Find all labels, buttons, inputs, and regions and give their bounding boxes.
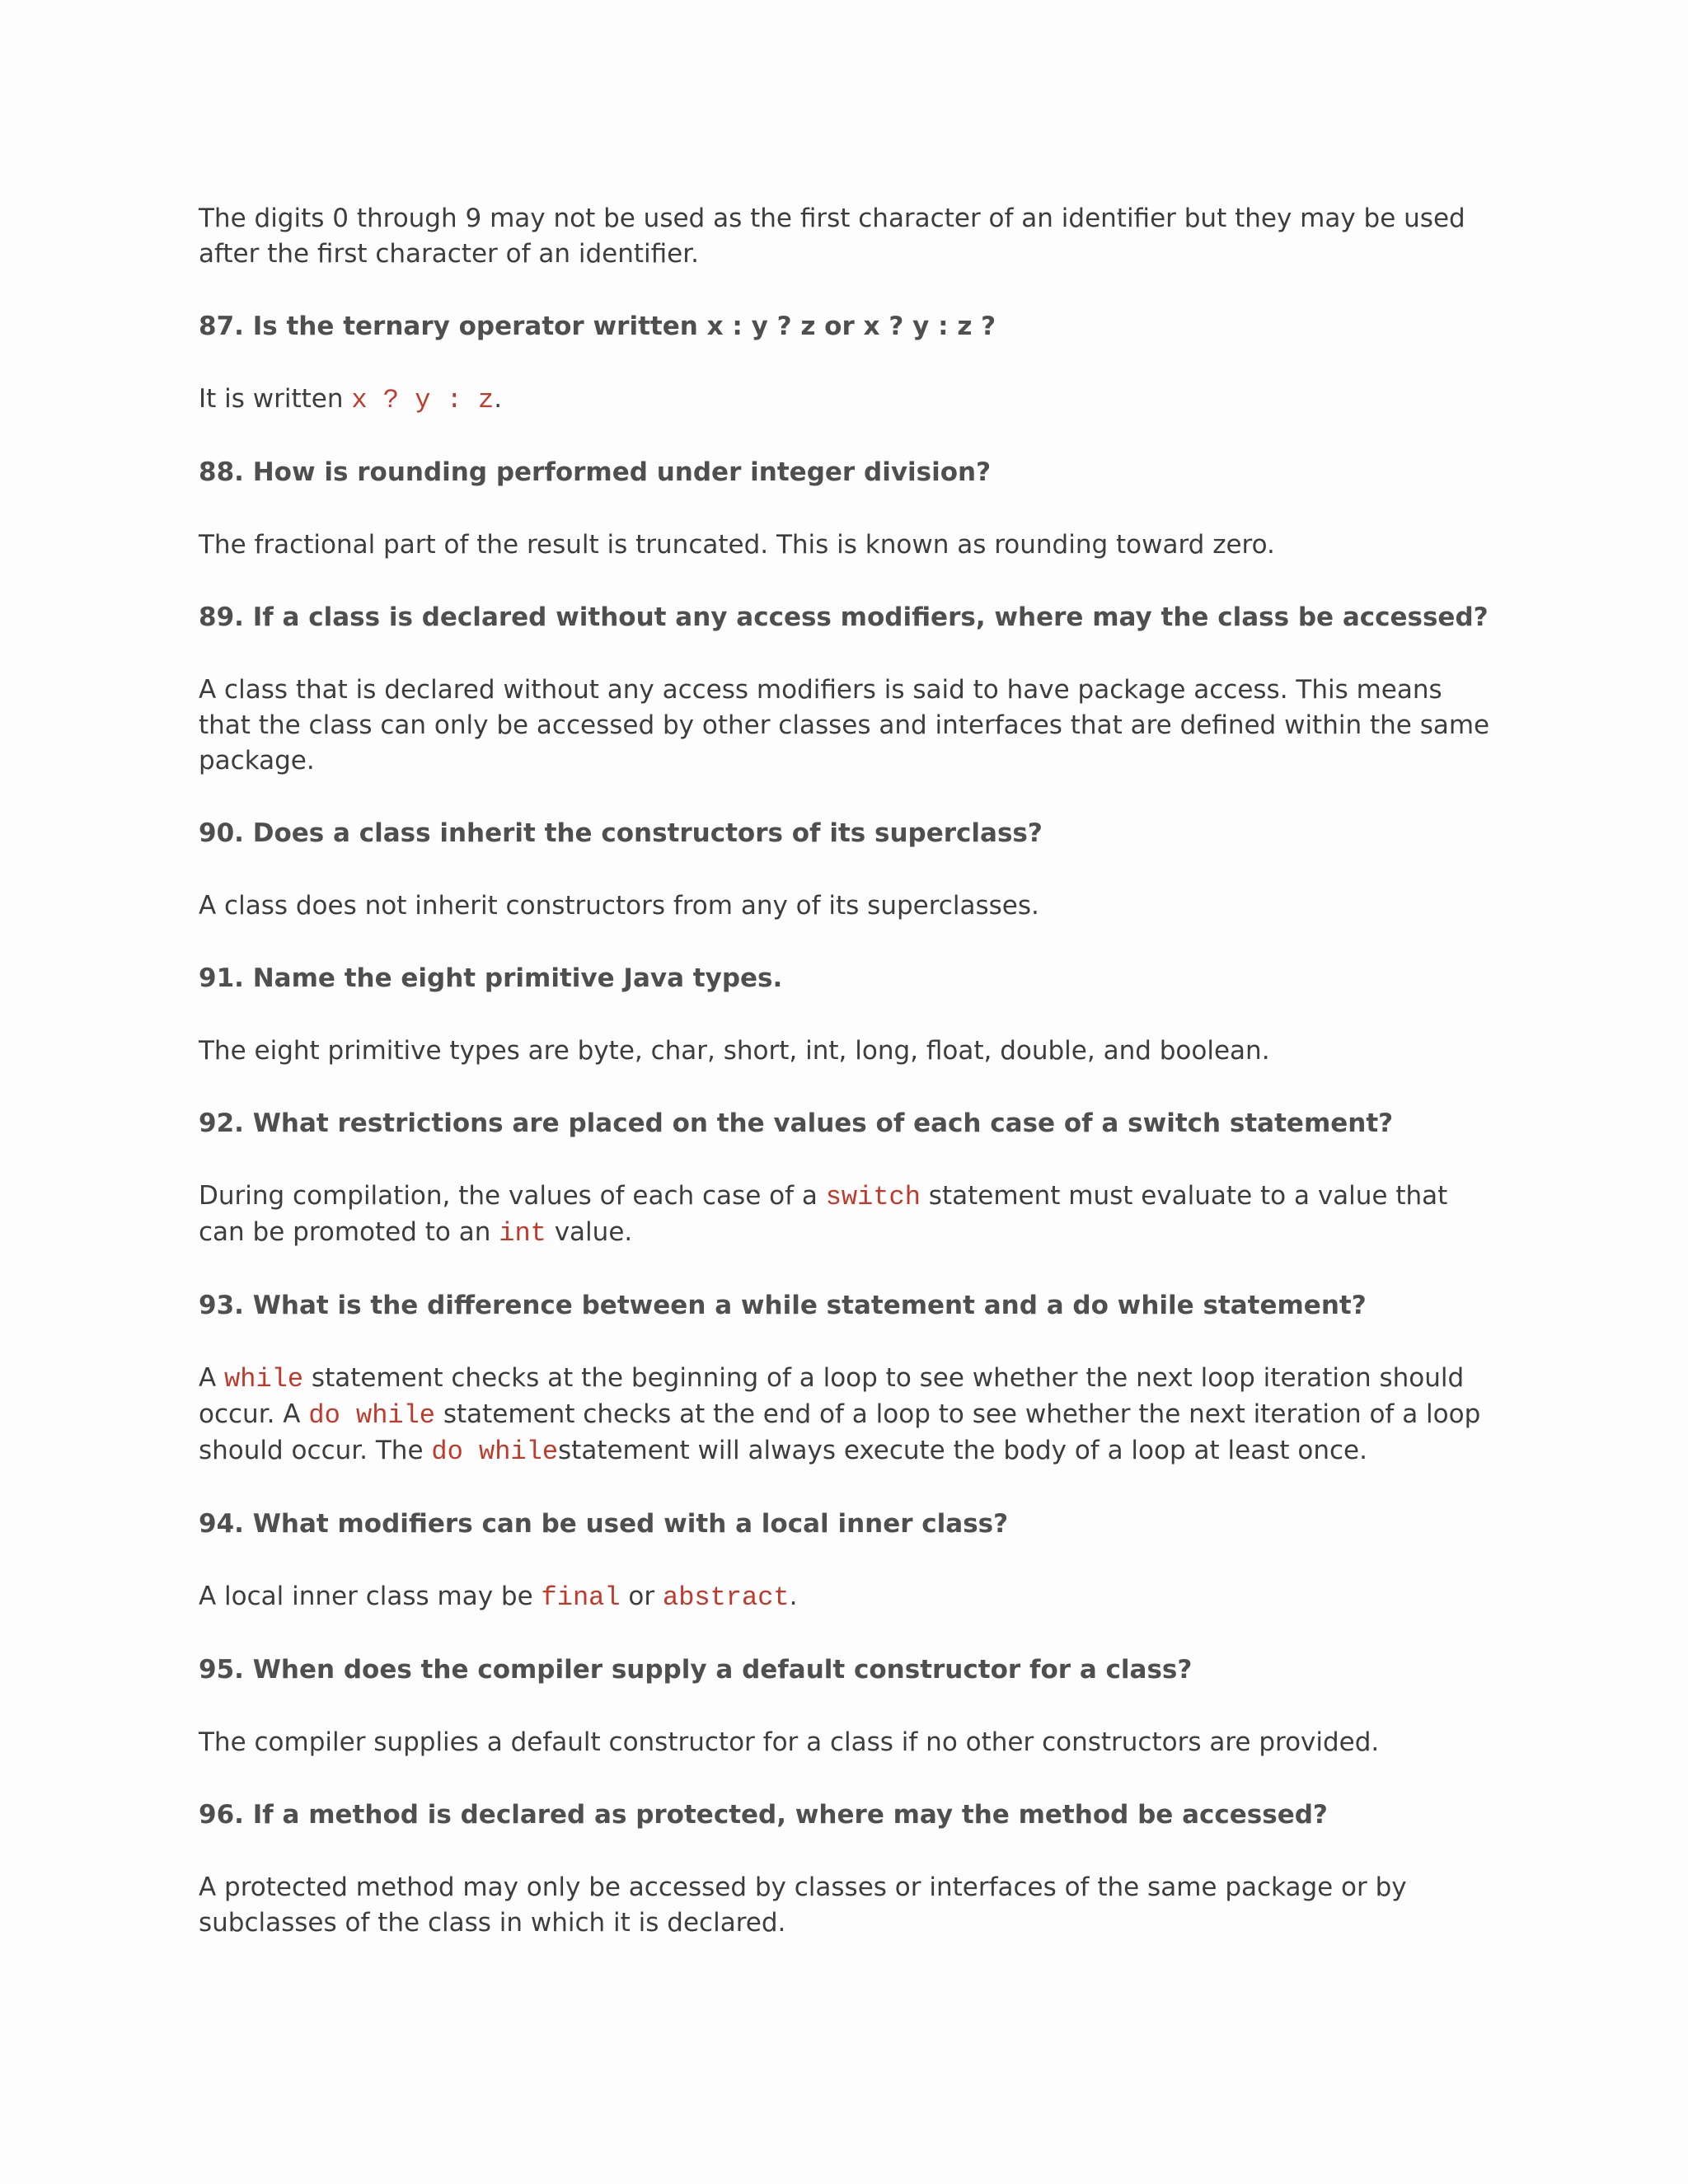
answer-paragraph — [199, 1870, 1501, 1941]
answer-paragraph — [199, 527, 1501, 563]
answer-text: A — [199, 1363, 225, 1393]
answer-text: The compiler supplies a default constructor for a class if no other constructors are provided. — [199, 1727, 1380, 1757]
intro-paragraph: The digits 0 through 9 may not be used as the first character of an identifier but they may be used after the first character of an identifier. — [199, 204, 1465, 269]
answer-text: statement checks at the end of a loop to see whether the next iteration of a loop should occur. The — [199, 1399, 1481, 1465]
inline-code: int — [499, 1218, 546, 1249]
answer-text: The fractional part of the result is truncated. This is known as rounding toward zero. — [199, 530, 1275, 560]
answer-text: statement checks at the beginning of a loop to see whether the next loop iteration should occur. A — [199, 1363, 1465, 1429]
answer-paragraph — [199, 382, 1501, 418]
question-heading: 92. What restrictions are placed on the values of each case of a switch statement? — [199, 1108, 1394, 1138]
inline-code: while — [224, 1364, 304, 1394]
answer-paragraph — [199, 1179, 1501, 1251]
answer-paragraph — [199, 1033, 1501, 1069]
question-heading: 93. What is the difference between a while statement and a do while statement? — [199, 1291, 1367, 1320]
question-heading: 95. When does the compiler supply a default constructor for a class? — [199, 1655, 1193, 1685]
qa-list — [199, 309, 1501, 1941]
question-heading: 90. Does a class inherit the constructors of its superclass? — [199, 818, 1043, 848]
inline-code: final — [541, 1582, 621, 1613]
answer-text: . — [789, 1582, 798, 1611]
inline-code: x ? y : z — [351, 385, 495, 415]
answer-paragraph — [199, 673, 1501, 779]
question-heading: 88. How is rounding performed under integer division? — [199, 457, 992, 487]
answer-paragraph — [199, 1725, 1501, 1760]
question-heading: 94. What modifiers can be used with a local inner class? — [199, 1509, 1009, 1539]
question-heading: 91. Name the eight primitive Java types. — [199, 963, 783, 993]
question-heading: 87. Is the ternary operator written x : y ? z or x ? y : z ? — [199, 312, 996, 341]
answer-text: It is written — [199, 384, 352, 414]
question-heading: 89. If a class is declared without any access modifiers, where may the class be accessed? — [199, 602, 1489, 632]
answer-paragraph — [199, 1361, 1501, 1469]
answer-text: value. — [546, 1217, 633, 1247]
inline-code: do while — [431, 1436, 559, 1467]
inline-code: switch — [825, 1182, 921, 1212]
answer-text: During compilation, the values of each case of a — [199, 1181, 826, 1211]
answer-text: A class that is declared without any access modifiers is said to have package access. This means that the class can only be accessed by other classes and interfaces that are defined within the same package. — [199, 675, 1490, 776]
answer-text: The eight primitive types are byte, char, short, int, long, float, double, and boolean. — [199, 1036, 1270, 1066]
answer-text: A class does not inherit constructors from any of its superclasses. — [199, 891, 1039, 921]
answer-text: A local inner class may be — [199, 1582, 542, 1611]
answer-text: statement must evaluate to a value that can be promoted to an — [199, 1181, 1448, 1247]
question-heading: 96. If a method is declared as protected, where may the method be accessed? — [199, 1800, 1328, 1830]
answer-text: or — [620, 1582, 663, 1611]
inline-code: do while — [308, 1400, 435, 1431]
document-page — [199, 201, 1501, 1978]
answer-text: statement will always execute the body of a loop at least once. — [558, 1436, 1367, 1465]
answer-paragraph — [199, 888, 1501, 924]
answer-paragraph — [199, 1579, 1501, 1615]
answer-text: A protected method may only be accessed by classes or interfaces of the same package or by subclasses of the class in which it is declared. — [199, 1872, 1407, 1938]
answer-text: . — [494, 384, 503, 414]
inline-code: abstract — [662, 1582, 790, 1613]
